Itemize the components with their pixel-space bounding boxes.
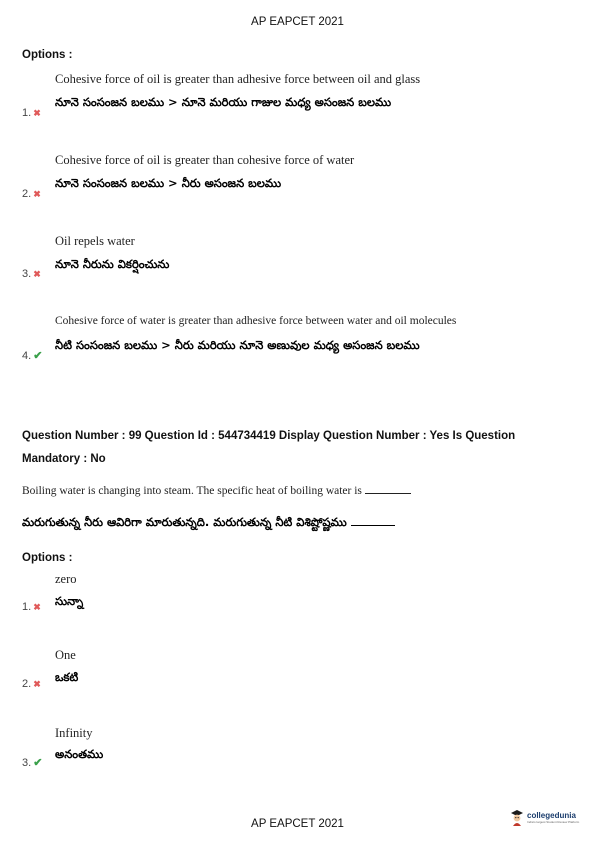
question-text-en [22, 483, 411, 497]
option-number: 3. [22, 756, 32, 769]
option-number: 3. [22, 268, 32, 280]
option-text-te: నూనె నీరును వికర్షించును [55, 257, 170, 271]
cross-icon: ✖ [33, 188, 41, 199]
check-icon: ✔ [33, 350, 43, 362]
graduate-mascot-icon [510, 808, 524, 826]
option-text-te: సున్నా [55, 594, 84, 608]
option-marker [22, 756, 42, 769]
option-marker [22, 188, 41, 200]
option-text-en: One [55, 648, 76, 662]
options-label: Options : [22, 49, 73, 61]
option-marker [22, 601, 41, 613]
options-label: Options : [22, 552, 73, 564]
option-marker [22, 268, 41, 280]
question-meta: Question Number : 99 Question Id : 544734419 Display Question Number : Yes Is Question [22, 430, 516, 442]
option-text-te: అనంతము [55, 747, 104, 761]
option-number: 1. [22, 601, 32, 613]
option-marker [22, 678, 41, 690]
cross-icon: ✖ [33, 107, 41, 118]
page-footer: AP EAPCET 2021 [251, 818, 344, 830]
answer-blank [365, 483, 411, 494]
logo-text [527, 811, 579, 824]
option-marker [22, 349, 42, 362]
option-text-te: నూనె సంసంజన బలము > నూనె మరియు గాజుల మధ్య అసంజన బలము [55, 95, 392, 109]
cross-icon: ✖ [33, 268, 41, 279]
option-text-te: నూనె సంసంజన బలము > నీరు అసంజన బలము [55, 176, 282, 190]
option-text-en: Cohesive force of water is greater than adhesive force between water and oil molecules [55, 315, 457, 327]
option-text-en: zero [55, 572, 77, 586]
option-number: 2. [22, 678, 32, 690]
option-text-en: Infinity [55, 726, 93, 740]
option-marker [22, 107, 41, 119]
option-number: 2. [22, 188, 32, 200]
question-text-en-content: Boiling water is changing into steam. The specific heat of boiling water is [22, 485, 362, 497]
question-text-te [22, 515, 395, 532]
option-number: 4. [22, 349, 32, 362]
question-meta-mandatory: Mandatory : No [22, 453, 106, 465]
answer-blank [351, 515, 395, 526]
check-icon: ✔ [33, 757, 43, 769]
question-text-te-content: మరుగుతున్న నీరు ఆవిరిగా మారుతున్నది. మరుగుతున్న నీటి విశిష్టోష్ణము [22, 515, 347, 529]
logo-name: collegedunia [527, 810, 576, 820]
page-header: AP EAPCET 2021 [251, 16, 344, 28]
cross-icon: ✖ [33, 601, 41, 612]
option-text-en: Oil repels water [55, 234, 135, 248]
option-text-te: నీటి సంసంజన బలము > నీరు మరియు నూనె అణువుల మధ్య అసంజన బలము [55, 338, 420, 352]
collegedunia-logo [510, 808, 579, 826]
cross-icon: ✖ [33, 678, 41, 689]
option-number: 1. [22, 107, 32, 119]
option-text-en: Cohesive force of oil is greater than cohesive force of water [55, 153, 355, 167]
option-text-en: Cohesive force of oil is greater than adhesive force between oil and glass [55, 72, 421, 86]
logo-tagline: India's largest Student Review Platform [527, 819, 580, 824]
option-text-te: ఒకటి [55, 670, 79, 684]
